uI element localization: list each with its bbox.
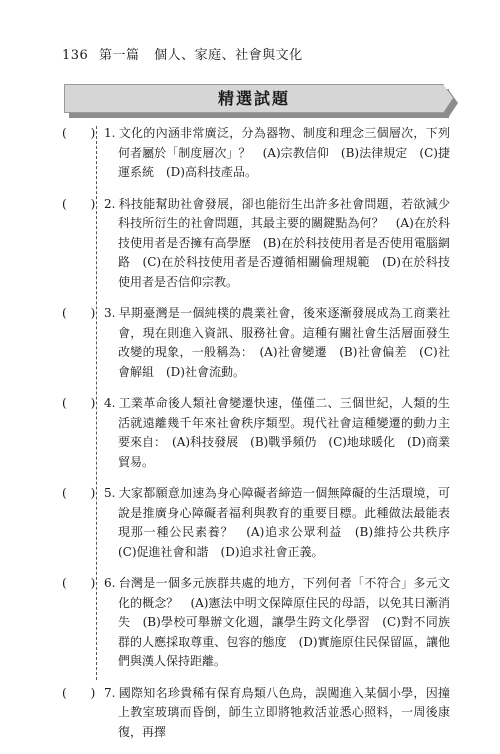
question-body bbox=[104, 195, 450, 293]
question-body bbox=[104, 684, 450, 743]
question-text: 早期臺灣是一個純樸的農業社會，後來逐漸發展成為工商業社會，現在則進入資訊、服務社會。這種有關社會生活層面發生改變的現象，一般稱為： (A)社會變遷 (B)社會偏差 (C)社會解組 (D)社會流動。 bbox=[118, 306, 450, 379]
banner-arrow-icon bbox=[443, 84, 453, 113]
question-number: 5. bbox=[104, 486, 116, 500]
question-item bbox=[62, 195, 450, 293]
question-item bbox=[62, 484, 463, 562]
chapter-label: 第一篇 bbox=[98, 48, 140, 63]
page-number: 136 bbox=[62, 48, 89, 63]
question-body bbox=[104, 124, 450, 183]
answer-blank: ( ) bbox=[62, 685, 96, 700]
question-number: 7. bbox=[104, 685, 116, 700]
question-text: 台灣是一個多元族群共處的地方，下列何者「不符合」多元文化的概念？ (A)憲法中明文保障原住民的母語，以免其日漸消失 (B)學校可舉辦文化週，讓學生跨文化學習 (C)對不同族群的人應採取尊重、包容的態度 (D)實施原住民保留區，讓他們與漢人保持距離。 bbox=[118, 576, 450, 668]
question-text: 文化的內涵非常廣泛，分為器物、制度和理念三個層次，下列何者屬於「制度層次」？ (A)宗教信仰 (B)法律規定 (C)捷運系統 (D)高科技產品。 bbox=[118, 126, 450, 179]
question-item bbox=[62, 394, 450, 472]
question-item bbox=[62, 684, 450, 743]
answer-blank: ( ) bbox=[62, 306, 96, 320]
page-header bbox=[62, 44, 303, 63]
question-body bbox=[104, 394, 450, 472]
question-item bbox=[62, 574, 450, 672]
question-body bbox=[104, 484, 463, 562]
question-number: 2. bbox=[104, 196, 116, 211]
question-list bbox=[62, 124, 463, 754]
answer-blank: ( ) bbox=[62, 196, 96, 211]
question-text: 國際知名珍貴稀有保育鳥類八色鳥，誤闖進入某個小學，因撞上教室玻璃而昏倒，師生立即將牠救活並悉心照料，一周後康復，再擇 bbox=[118, 685, 450, 739]
question-text: 科技能幫助社會發展，卻也能衍生出許多社會問題，若欲減少科技所衍生的社會問題，其最主要的關鍵點為何？ (A)在於科技使用者是否擁有高學歷 (B)在於科技使用者是否使用電腦網路 (C)在於科技使用者是否遵循相關倫理規範 (D)在於科技使用者是否信仰宗教。 bbox=[118, 196, 450, 289]
question-body bbox=[104, 574, 450, 672]
question-text: 大家都願意加速為身心障礙者締造一個無障礙的生活環境，可說是推廣身心障礙者福利與教育的重要目標。此種做法最能表現那一種公民素養？ (A)追求公眾利益 (B)維持公共秩序 (C)促進社會和諧 (D)追求社會正義。 bbox=[118, 486, 463, 559]
answer-blank: ( ) bbox=[62, 126, 96, 140]
question-number: 4. bbox=[104, 396, 116, 410]
answer-blank: ( ) bbox=[62, 576, 96, 590]
section-title: 精選試題 bbox=[64, 84, 444, 113]
answer-blank: ( ) bbox=[62, 396, 96, 410]
question-item bbox=[62, 124, 450, 183]
question-number: 1. bbox=[104, 126, 116, 140]
question-item bbox=[62, 304, 450, 382]
chapter-title: 個人、家庭、社會與文化 bbox=[154, 48, 303, 63]
question-number: 3. bbox=[104, 306, 116, 320]
question-text: 工業革命後人類社會變遷快速，僅僅二、三個世紀，人類的生活就遠離幾千年來社會秩序類型。現代社會這種變遷的動力主要來自： (A)科技發展 (B)戰爭頻仍 (C)地球暖化 (D)商業貿易。 bbox=[118, 396, 450, 469]
question-body bbox=[104, 304, 450, 382]
question-number: 6. bbox=[104, 576, 116, 590]
section-banner bbox=[64, 84, 448, 118]
answer-blank: ( ) bbox=[62, 486, 96, 500]
